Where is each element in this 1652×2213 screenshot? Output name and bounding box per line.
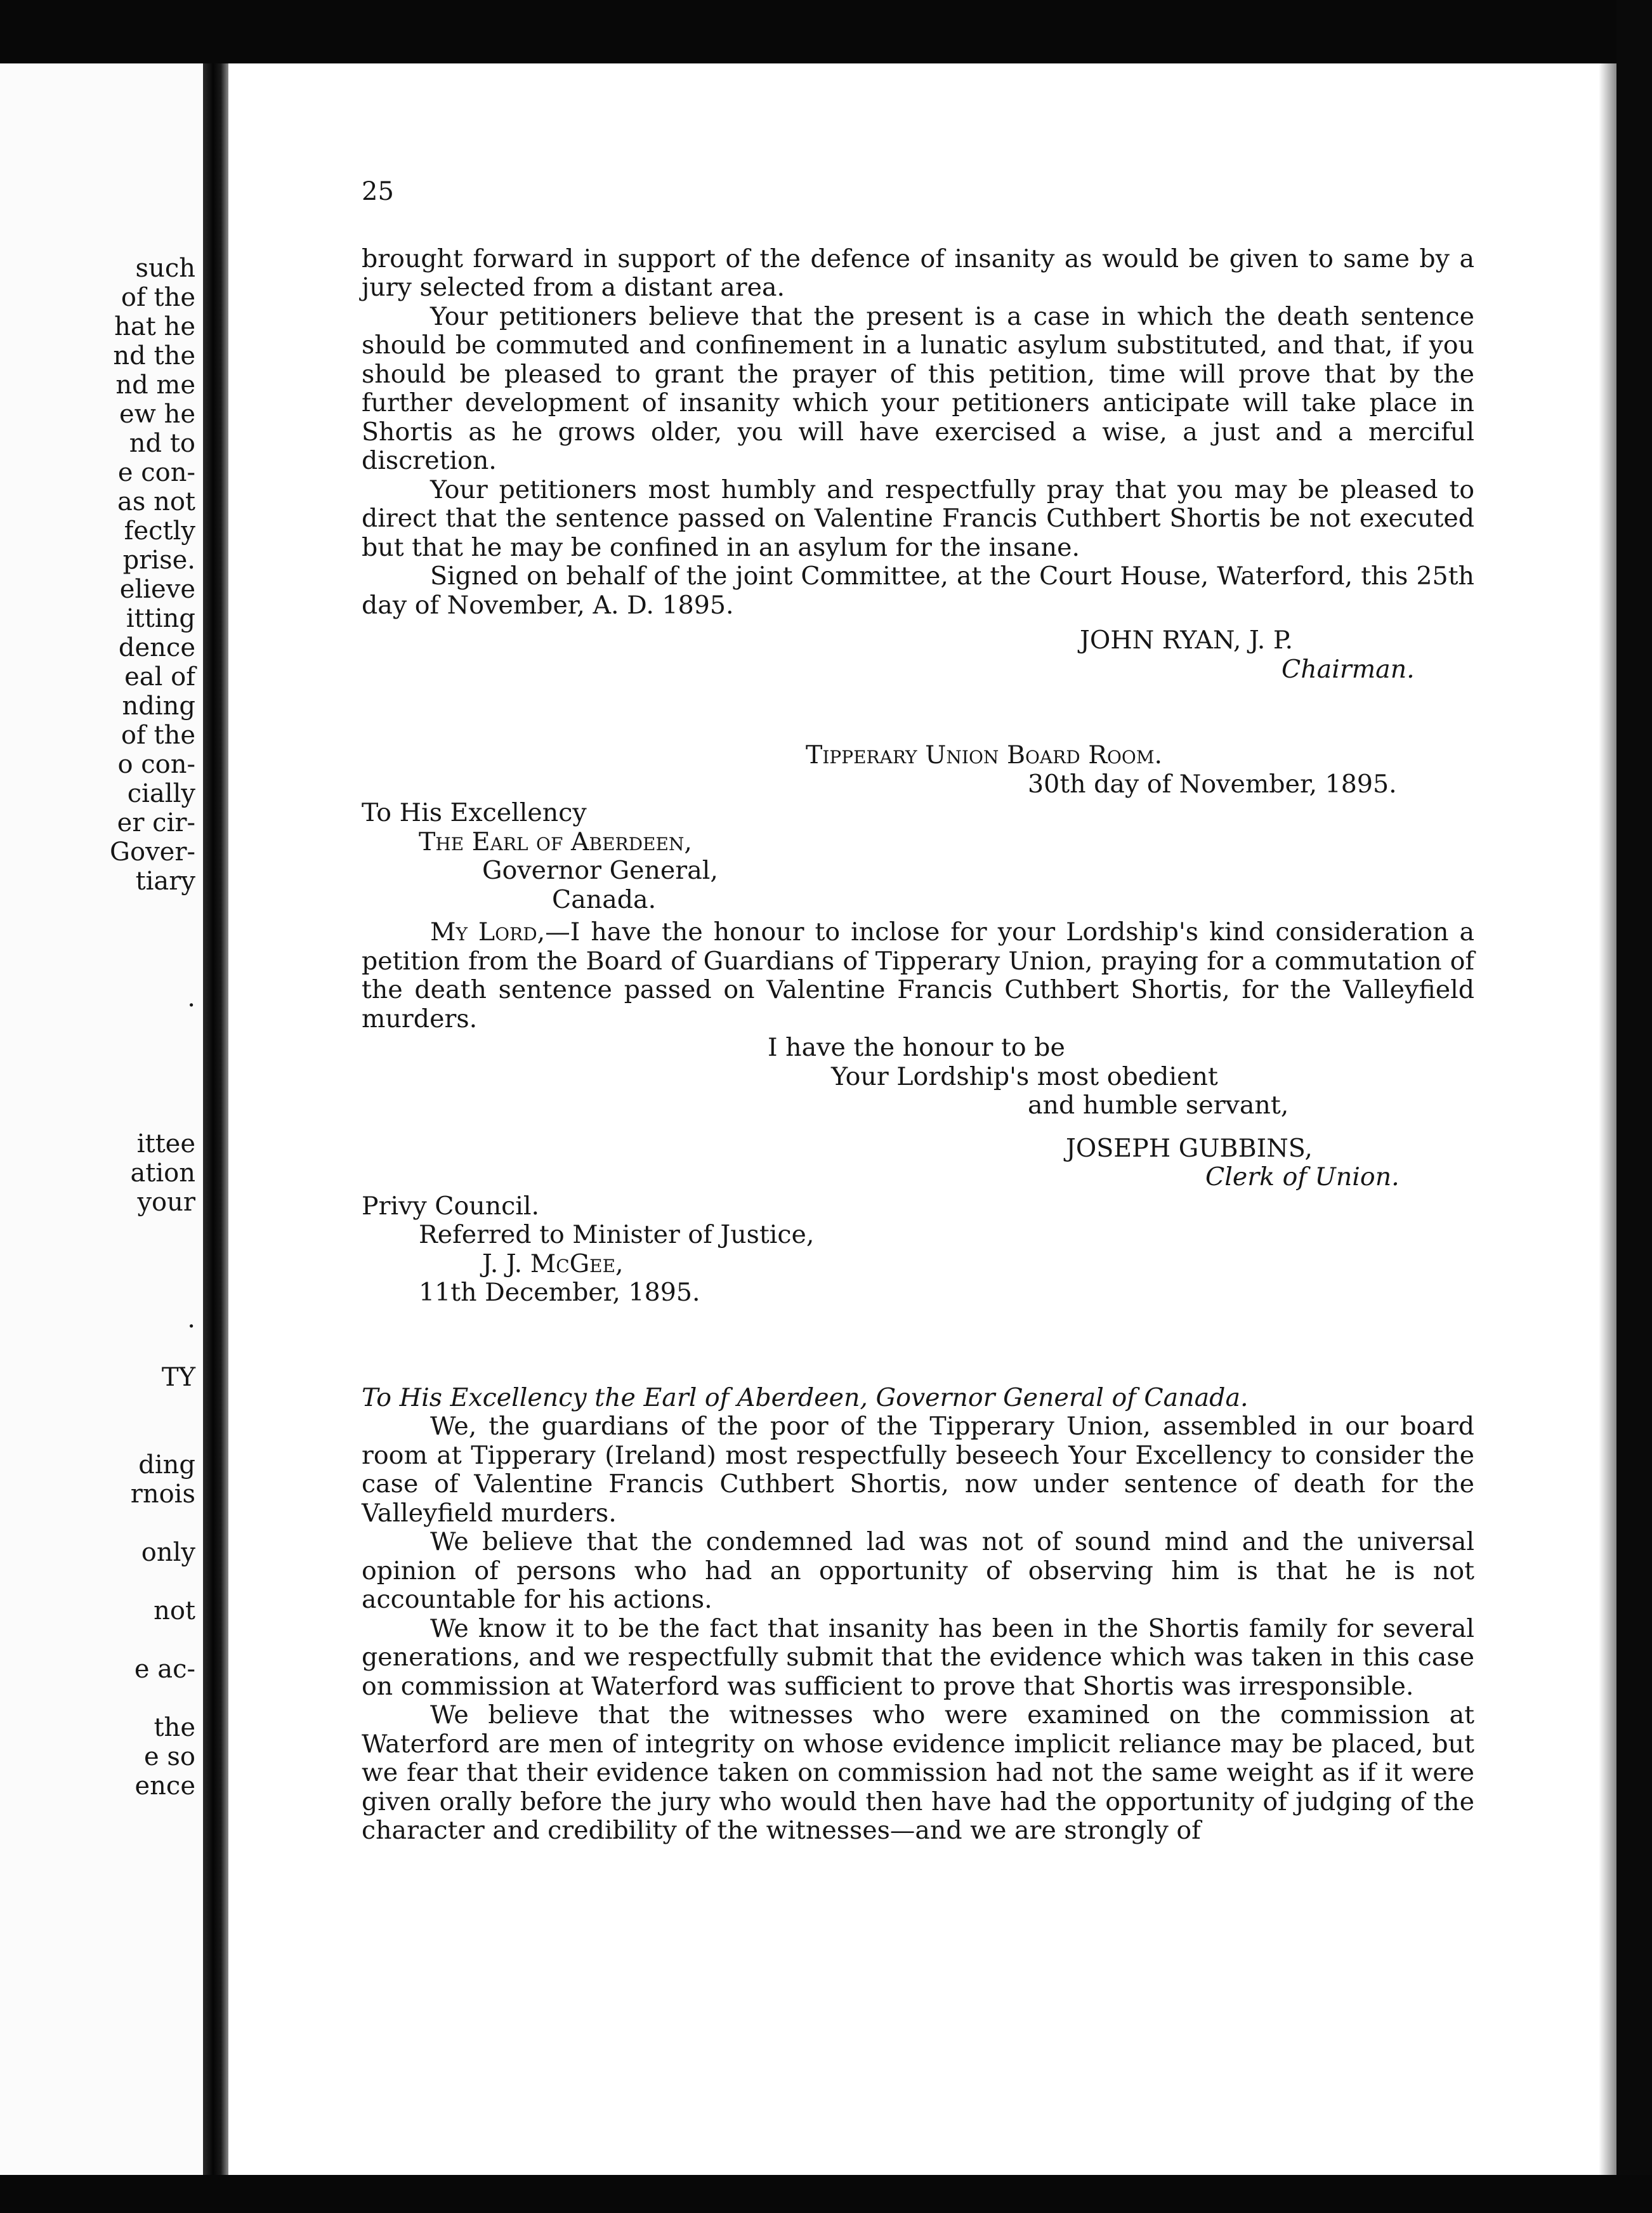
facing-page-fragment: er cir- [117,808,195,837]
petition-paragraph: We know it to be the fact that insanity has been in the Shortis family for several generations, and we respectfully submit that the evidence which was taken in this case on commission at Waterford was sufficient to prove that Shortis was irresponsible. [362,1613,1474,1701]
signature-title: Chairman. [1282,654,1415,684]
facing-page-fragment: . [187,983,195,1013]
facing-page-fragment: ence [134,1771,195,1801]
facing-page-fragment [0,1275,202,1304]
address-line: Canada. [552,884,657,914]
facing-page-fragment: ding [138,1450,195,1480]
facing-page-fragment: rnois [130,1480,195,1509]
salutation: My Lord, [430,917,546,947]
facing-page-fragment: ittee [136,1129,195,1159]
scan-top-border [0,0,1652,63]
address-line: To His Excellency [362,798,587,827]
facing-page-fragment: fectly [124,516,195,546]
scan-bottom-border [0,2175,1652,2213]
facing-page-fragment: o con- [117,750,195,779]
facing-page-fragment: prise. [122,546,195,575]
facing-page-fragment [0,1509,202,1538]
facing-page-fragment: not [154,1596,195,1625]
facing-page-fragment: itting [126,604,195,633]
facing-page-fragment: eal of [124,662,195,692]
facing-page-fragment: nd to [129,429,195,458]
facing-page-fragment: such [135,254,195,283]
signature-name: JOSEPH GUBBINS, [1066,1133,1313,1163]
facing-page-fragment [0,1042,202,1071]
closing-line: and humble servant, [1028,1091,1289,1120]
address-line: The Earl of Aberdeen, [419,827,692,857]
facing-page-fragment [0,1334,202,1363]
petition-paragraph: We, the guardians of the poor of the Tipperary Union, assembled in our board room at Tipperary (Ireland) most respectfully beseech Your Excellency to consider the case of Valentine Francis Cuthbert Shortis, now under sentence of death for the Valleyfield murders. [362,1412,1474,1528]
first-letter [362,245,1474,685]
facing-page-fragment [0,1013,202,1042]
endorsement-line: Privy Council. [362,1191,540,1221]
closing-line: Your Lordship's most obedient [831,1061,1218,1091]
facing-page-fragment: hat he [114,312,195,341]
facing-page-fragment [0,1100,202,1129]
endorsement [362,1192,1474,1308]
facing-page-fragment: of the [121,283,195,312]
facing-page-fragment [0,1071,202,1100]
letter-paragraph: Your petitioners believe that the present is a case in which the death sentence should be commuted and confinement in a lunatic asylum substituted, and that, if you should be pleased to grant the prayer of this petition, time will prove that by the further development of insanity which your petitioners anticipate will take place in Shortis as he grows older, you will have exercised a wise, a just and a merciful discretion. [362,301,1474,475]
facing-page-fragment [0,1392,202,1421]
facing-page-fragment: elieve [119,575,195,604]
page-number: 25 [362,177,394,206]
facing-page-fragment: TY [161,1363,195,1392]
facing-page-fragment [0,896,202,925]
facing-page-fragment: nd the [113,341,195,371]
facing-page-fragment: your [137,1188,195,1217]
facing-page-fragment: nding [122,692,195,721]
letter-paragraph: Your petitioners most humbly and respectfully pray that you may be pleased to direct that the sentence passed on Valentine Francis Cuthbert Shortis be not executed but that he may be confined in an asylum for the insane. [362,475,1474,562]
facing-page-fragment: Gover- [110,837,195,867]
facing-page-fragment: . [187,1304,195,1334]
document-page [362,178,1474,2081]
letter-body: —I have the honour to inclose for your Lordship's kind consideration a petition from the Board of Guardians of Tipperary Union, praying for a commutation of the death sentence passed on Valentine Francis Cuthbert Shortis, for the Valleyfield murders. [362,917,1474,1034]
facing-page-fragment [0,1684,202,1713]
facing-page-fragment: the [154,1713,195,1742]
letter-date: 30th day of November, 1895. [1028,769,1397,799]
petition-paragraph: We believe that the condemned lad was not of sound mind and the universal opinion of persons who had an opportunity of observing him is that he is not accountable for his actions. [362,1527,1474,1614]
facing-page-fragment: only [141,1538,195,1567]
facing-page-text [0,254,202,1801]
facing-page-fragment [0,1217,202,1246]
facing-page [0,63,203,2175]
endorsement-line: J. J. McGee, [482,1249,624,1278]
facing-page-fragment: dence [118,633,195,662]
book-gutter [203,63,228,2175]
second-letter [362,741,1474,1192]
letter-continuation: brought forward in support of the defence of insanity as would be given to same by a jury selected from a distant area. [362,244,1474,302]
facing-page-fragment [0,1625,202,1655]
closing-line: I have the honour to be [768,1033,1065,1062]
scan-right-border [1616,0,1652,2213]
facing-page-fragment: cially [127,779,195,808]
facing-page-fragment: nd me [115,371,195,400]
facing-page-fragment: e ac- [134,1655,195,1684]
facing-page-fragment: as not [117,487,195,516]
facing-page-fragment: tiary [135,867,195,896]
facing-page-fragment: e con- [117,458,195,487]
facing-page-fragment: e so [144,1742,195,1771]
tipperary-petition [362,1384,1474,1846]
endorsement-line: 11th December, 1895. [419,1278,700,1307]
facing-page-fragment: ew he [119,400,195,429]
page-edge-shadow [1599,63,1616,2175]
facing-page-fragment [0,1246,202,1275]
address-line: Governor General, [482,856,718,885]
endorsement-line: Referred to Minister of Justice, [419,1220,815,1249]
signature-title: Clerk of Union. [1205,1162,1400,1192]
facing-page-fragment [0,1421,202,1450]
petition-paragraph: We believe that the witnesses who were examined on the commission at Waterford are men of integrity on whose evidence implicit reliance may be placed, but we fear that their evidence taken on commission had not the same weight as if it were given orally before the jury who would then have had the opportunity of judging of the character and credibility of the witnesses—and we are strongly of [362,1700,1474,1845]
facing-page-fragment [0,925,202,954]
facing-page-fragment [0,1567,202,1596]
facing-page-fragment: of the [121,721,195,750]
letter-place: Tipperary Union Board Room. [806,740,1163,770]
letter-paragraph: Signed on behalf of the joint Committee, at the Court House, Waterford, this 25th day of November, A. D. 1895. [362,561,1474,620]
facing-page-fragment: ation [130,1159,195,1188]
signature-name: JOHN RYAN, J. P. [1080,626,1294,655]
facing-page-fragment [0,954,202,983]
petition-heading: To His Excellency the Earl of Aberdeen, Governor General of Canada. [362,1382,1249,1412]
